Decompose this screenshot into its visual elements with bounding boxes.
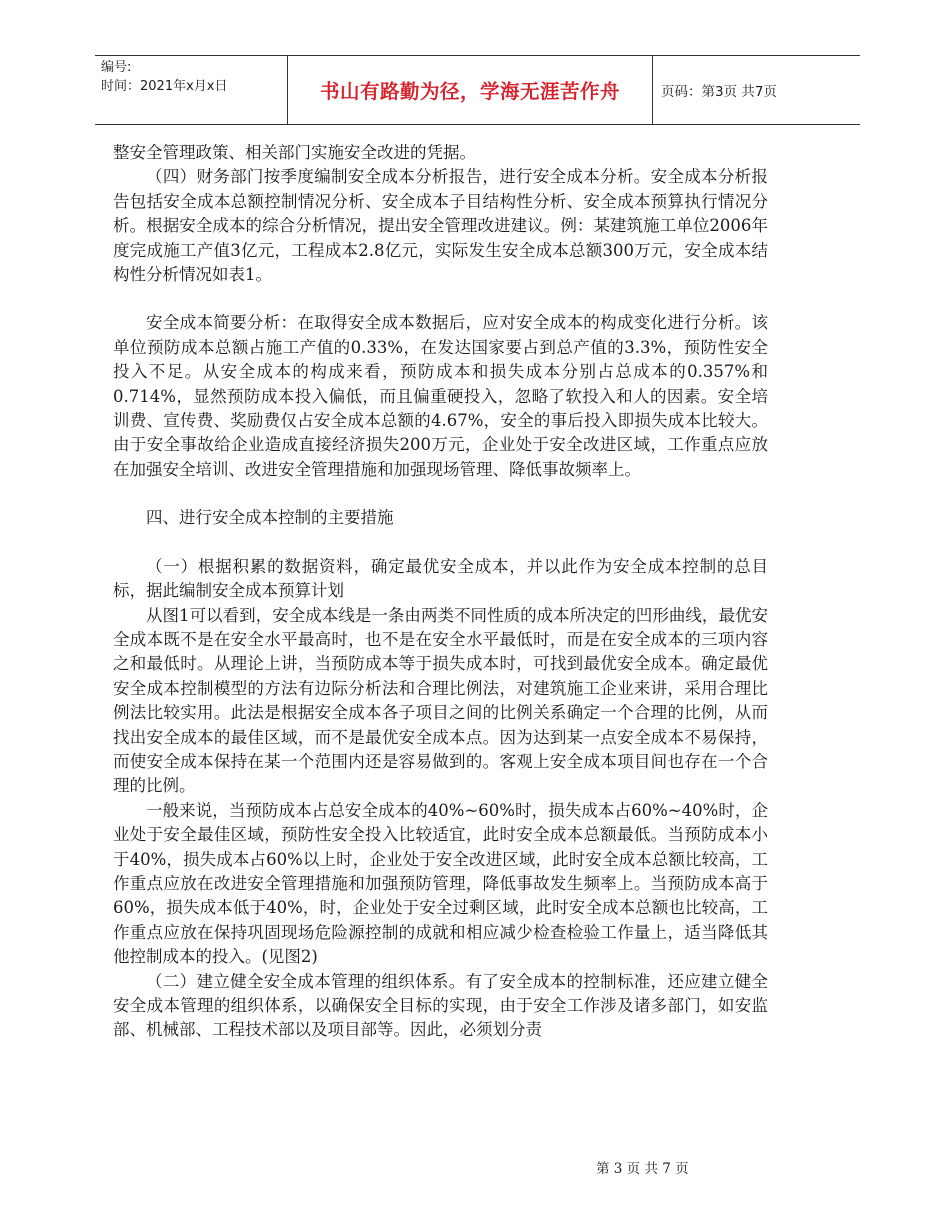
- document-body: [113, 141, 768, 1043]
- header-left-cell: [95, 56, 287, 124]
- paragraph-organization: （二）建立健全安全成本管理的组织体系。有了安全成本的控制标准，还应建立健全安全成本管理的组织体系，以确保安全目标的实现，由于安全工作涉及诸多部门，如安监部、机械部、工程技术部以及项目部等。因此，必须划分责: [113, 971, 768, 1040]
- page-header: [95, 55, 860, 125]
- section-heading-measures: 四、进行安全成本控制的主要措施: [146, 508, 394, 528]
- page-footer: 第 3 页 共 7 页: [596, 1161, 689, 1177]
- header-page-label: 页码：第3页 共7页: [661, 84, 777, 100]
- paragraph-ratio: 一般来说，当预防成本占总安全成本的40%~60%时，损失成本占60%~40%时，企业处于安全最佳区域，预防性安全投入比较适宜，此时安全成本总额最低。当预防成本小于40%，损失成本占60%以上时，企业处于安全改进区域，此时安全成本总额比较高，工作重点应放在改进安全管理措施和加强预防管理，降低事故发生频率上。当预防成本高于60%，损失成本低于40%，时，企业处于安全过剩区域，此时安全成本总额也比较高，工作重点应放在保持巩固现场危险源控制的成就和相应减少检查检验工作量上，适当降低其他控制成本的投入。(见图2): [113, 800, 768, 967]
- document-time-label: 时间：2021年x月x日: [101, 79, 228, 94]
- header-motto: 书山有路勤为径，学海无涯苦作舟: [287, 56, 653, 124]
- paragraph-optimal-cost: （一）根据积累的数据资料，确定最优安全成本，并以此作为安全成本控制的总目标，据此编制安全成本预算计划: [113, 556, 768, 601]
- paragraph-financial-analysis: （四）财务部门按季度编制安全成本分析报告，进行安全成本分析。安全成本分析报告包括安全成本总额控制情况分析、安全成本子目结构性分析、安全成本预算执行情况分析。根据安全成本的综合分析情况，提出安全管理改进建议。例：某建筑施工单位2006年度完成施工产值3亿元，工程成本2.8亿元，实际发生安全成本总额300万元，安全成本结构性分析情况如表1。: [113, 167, 768, 285]
- document-number-label: 编号:: [101, 60, 132, 75]
- paragraph-figure1: 从图1可以看到，安全成本线是一条由两类不同性质的成本所决定的凹形曲线，最优安全成本既不是在安全水平最高时，也不是在安全水平最低时，而是在安全成本的三项内容之和最低时。从理论上讲，当预防成本等于损失成本时，可找到最优安全成本。确定最优安全成本控制模型的方法有边际分析法和合理比例法，对建筑施工企业来讲，采用合理比例法比较实用。此法是根据安全成本各子项目之间的比例关系确定一个合理的比例，从而找出安全成本的最佳区域，而不是最优安全成本点。因为达到某一点安全成本不易保持，而使安全成本保持在某一个范围内还是容易做到的。客观上安全成本项目间也存在一个合理的比例。: [113, 605, 768, 796]
- paragraph-continuation: 整安全管理政策、相关部门实施安全改进的凭据。: [113, 143, 476, 162]
- paragraph-cost-analysis: 安全成本简要分析：在取得安全成本数据后，应对安全成本的构成变化进行分析。该单位预防成本总额占施工产值的0.33%，在发达国家要占到总产值的3.3%，预防性安全投入不足。从安全成本的构成来看，预防成本和损失成本分别占总成本的0.357%和0.714%，显然预防成本投入偏低，而且偏重硬投入，忽略了软投入和人的因素。安全培训费、宣传费、奖励费仅占安全成本总额的4.67%，安全的事后投入即损失成本比较大。由于安全事故给企业造成直接经济损失200万元，企业处于安全改进区域，工作重点应放在加强安全培训、改进安全管理措施和加强现场管理、降低事故频率上。: [113, 313, 768, 479]
